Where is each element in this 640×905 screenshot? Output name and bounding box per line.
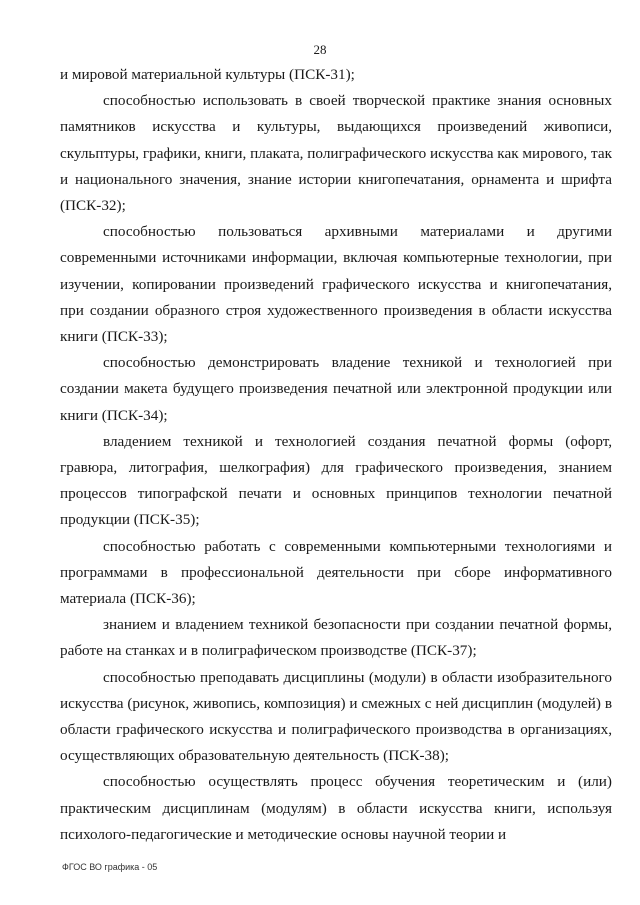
paragraph-psk-35: владением техникой и технологией создания печатной формы (офорт, гравюра, литография, шелкография) для графического произведения, знанием процессов типографской печати и основных принципов технологии печатной продукции (ПСК-35); bbox=[60, 432, 612, 529]
paragraph-psk-34: способностью демонстрировать владение техникой и технологией при создании макета будущего произведения печатной или электронной продукции или книги (ПСК-34); bbox=[60, 354, 612, 424]
paragraph-psk-33: способностью пользоваться архивными материалами и другими современными источниками информации, включая компьютерные технологии, при изучении, копировании произведений графического искусства и книгопечатания, при создании образного строя художественного произведения в области искусства книги (ПСК-33); bbox=[60, 223, 612, 346]
paragraph-psk-32: способностью использовать в своей творческой практике знания основных памятников искусства и культуры, выдающихся произведений живописи, скульптуры, графики, книги, плаката, полиграфического искусства как мирового, так и национального значения, знание истории книгопечатания, орнамента и шрифта (ПСК-32); bbox=[60, 92, 612, 215]
paragraph-psk-36: способностью работать с современными компьютерными технологиями и программами в профессиональной деятельности при сборе информативного материала (ПСК-36); bbox=[60, 537, 612, 608]
paragraph-psk-38: способностью преподавать дисциплины (модули) в области изобразительного искусства (рисунок, живопись, композиция) и смежных с ней дисциплин (модулей) в области графического искусства и полиграфического производства в организациях, осуществляющих образовательную деятельность (ПСК-38); bbox=[60, 668, 612, 765]
paragraph-psk-39-partial: способностью осуществлять процесс обучения теоретическим и (или) практическим дисциплинам (модулям) в области искусства книги, используя психолого-педагогические и методические основы научной теории и bbox=[60, 773, 612, 843]
document-body bbox=[60, 62, 612, 848]
paragraph-psk-37: знанием и владением техникой безопасности при создании печатной формы, работе на станках и в полиграфическом производстве (ПСК-37); bbox=[60, 616, 612, 660]
paragraph-continuation: и мировой материальной культуры (ПСК-31); bbox=[60, 66, 355, 83]
page-number: 28 bbox=[313, 42, 327, 57]
footer-document-code: ФГОС ВО графика - 05 bbox=[62, 862, 158, 872]
